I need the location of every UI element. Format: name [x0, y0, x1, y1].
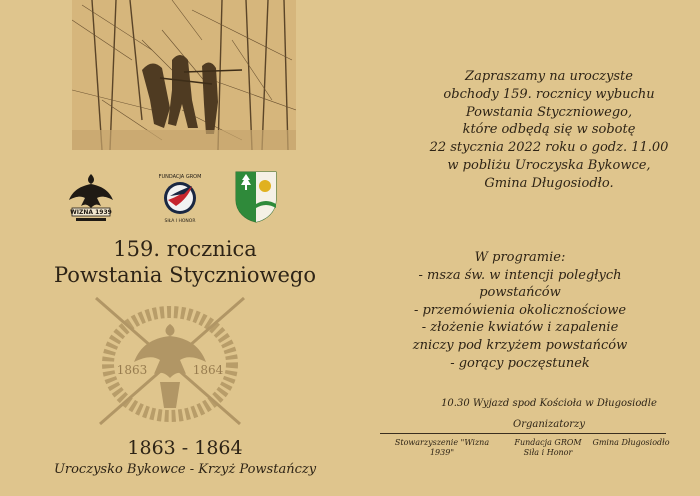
fundacja-grom-logo	[156, 170, 204, 226]
organizers-divider	[380, 433, 666, 434]
invitation-line: Powstania Styczniowego,	[465, 104, 633, 120]
svg-text:SIŁA I HONOR: SIŁA I HONOR	[164, 219, 196, 224]
invitation-line: obchody 159. rocznicy wybuchu	[443, 86, 655, 102]
organizer-name: Gmina Długosiodło	[592, 438, 670, 447]
gmina-dlugosiodlo-coat-of-arms	[234, 170, 278, 224]
years-range: 1863 - 1864	[127, 437, 243, 459]
organizer-wizna	[382, 438, 502, 458]
invitation-line: które odbędą się w sobotę	[462, 122, 636, 138]
invitation-line: Gmina Długosiodło.	[484, 175, 614, 191]
organizer-name: Stowarzyszenie "Wizna 1939"	[394, 438, 490, 457]
invitation-line: Zapraszamy na uroczyste	[465, 69, 633, 84]
programme-heading: W programie:	[474, 250, 566, 265]
invitation-line: 22 stycznia 2022 roku o godz. 11.00	[429, 140, 669, 156]
svg-text:WIZNA 1939: WIZNA 1939	[70, 209, 112, 216]
forest-battle-engraving	[72, 0, 296, 150]
svg-text:1864: 1864	[192, 363, 224, 377]
programme-item: powstańców	[479, 285, 561, 301]
programme-item: - msza św. w intencji poległych	[418, 267, 622, 283]
wizna-1939-logo	[66, 170, 116, 228]
programme-list	[390, 249, 650, 372]
programme-item: - przemówienia okolicznościowe	[413, 302, 627, 318]
eagle-wreath-emblem	[90, 292, 250, 430]
invitation-line: w pobliżu Uroczyska Bykowce,	[447, 157, 651, 173]
programme-item: - gorący poczęstunek	[450, 355, 590, 371]
anniversary-title: 159. rocznica	[113, 237, 257, 261]
organizers-heading: Organizatorzy	[513, 419, 585, 430]
organizer-gmina	[590, 438, 672, 448]
departure-info: 10.30 Wyjazd spod Kościoła w Długosiodle	[441, 398, 657, 409]
programme-item: zniczy pod krzyżem powstańców	[412, 337, 628, 353]
invitation-text	[384, 68, 700, 193]
organizer-grom	[508, 438, 588, 458]
programme-item: - złożenie kwiatów i zapalenie	[421, 320, 619, 336]
svg-text:FUNDACJA GROM: FUNDACJA GROM	[158, 174, 202, 180]
event-location: Uroczysko Bykowce - Krzyż Powstańczy	[53, 462, 317, 477]
svg-text:1863: 1863	[116, 363, 148, 377]
anniversary-subtitle: Powstania Styczniowego	[54, 263, 316, 287]
organizer-logos	[66, 170, 286, 230]
organizer-motto: Siła i Honor	[523, 448, 573, 457]
organizer-name: Fundacja GROM	[514, 438, 582, 447]
